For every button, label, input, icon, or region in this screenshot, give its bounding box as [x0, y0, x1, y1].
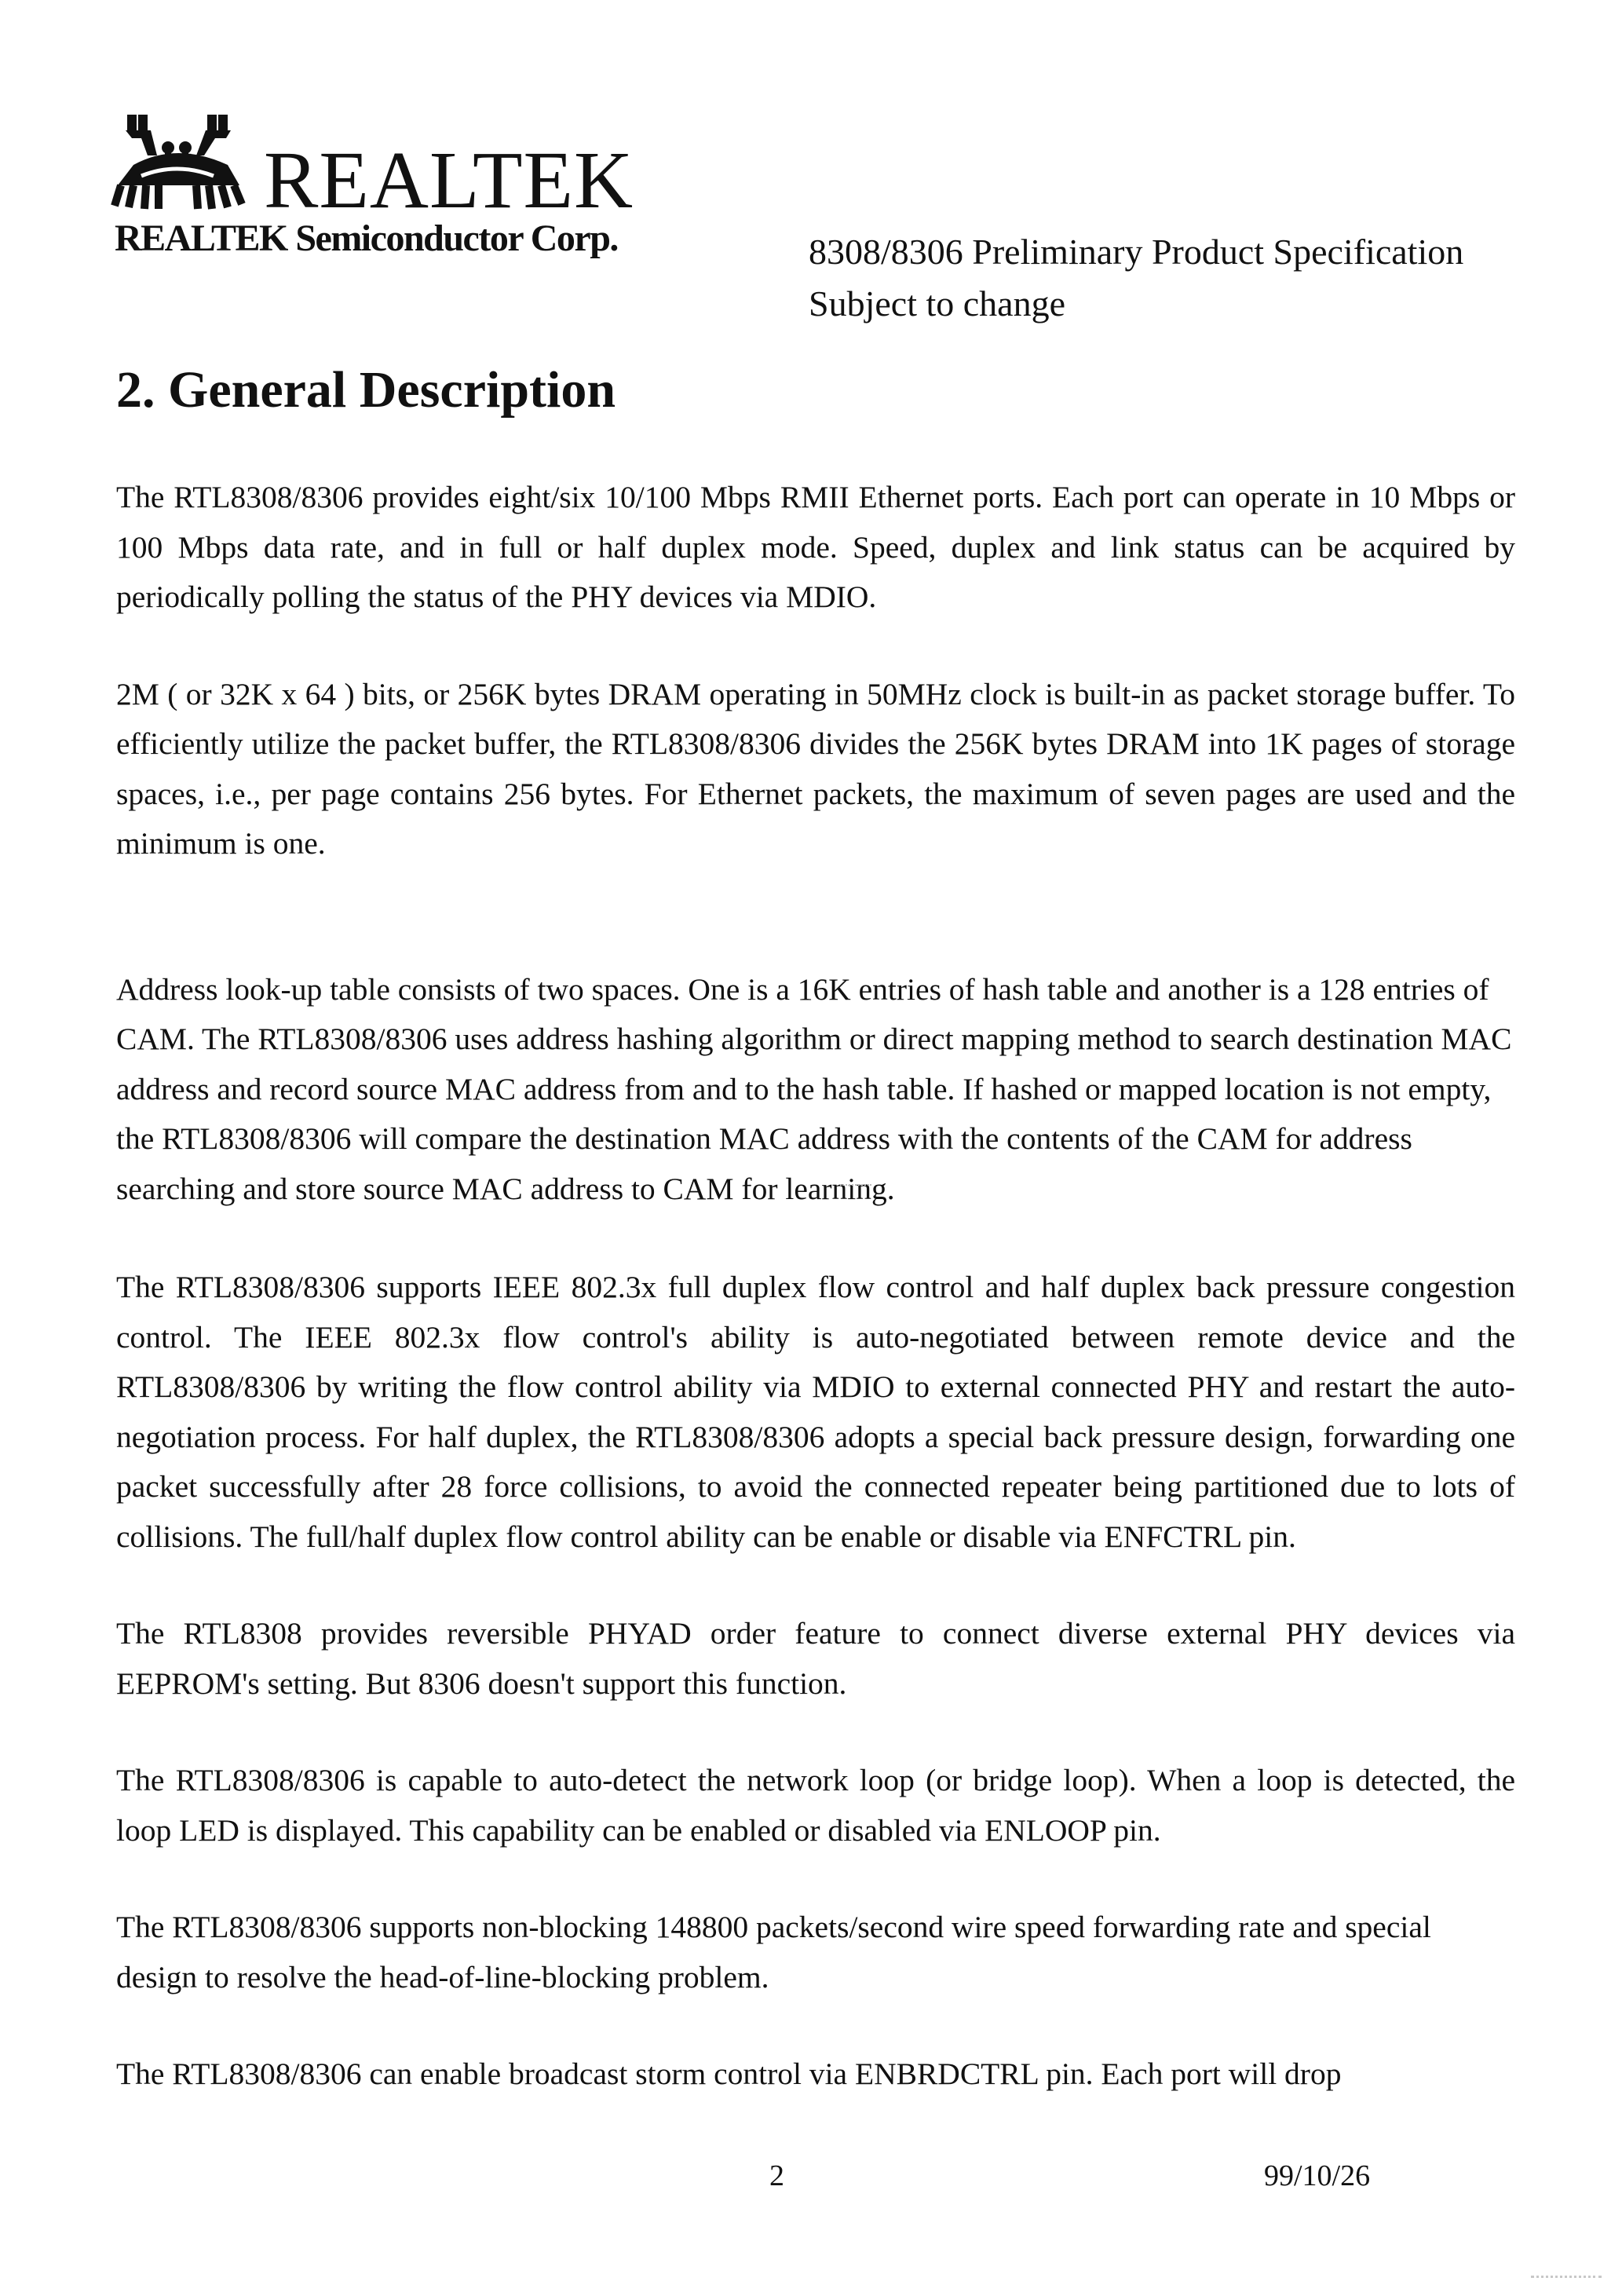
paragraph: Address look-up table consists of two spaces. One is a 16K entries of hash table and another is a 128 entries of CAM. The RTL8308/8306 uses address hashing algorithm or direct mapping method to search destination MAC address and record source MAC address from and to the hash table. If hashed or mapped location is not empty, the RTL8308/8306 will compare the destination MAC address with the contents of the CAM for address searching and store source MAC address to CAM for learning.	[116, 971, 1512, 1206]
section-body	[116, 473, 1515, 2100]
section-title: 2. General Description	[116, 361, 616, 419]
paragraph: The RTL8308 provides reversible PHYAD order feature to connect diverse external PHY devices via EEPROM's setting. But 8306 doesn't support this function.	[116, 1616, 1515, 1701]
document-title: 8308/8306 Preliminary Product Specification	[809, 232, 1464, 272]
paragraph: The RTL8308/8306 supports IEEE 802.3x full duplex flow control and half duplex back pressure congestion control. The IEEE 802.3x flow control's ability is auto-negotiated between remote device and the RTL8308/8306 by writing the flow control ability via MDIO to external connected PHY and restart the auto-negotiation process. For half duplex, the RTL8308/8306 adopts a special back pressure design, forwarding one packet successfully after 28 force collisions, to avoid the connected repeater being partitioned due to lots of collisions. The full/half duplex flow control ability can be enable or disable via ENFCTRL pin.	[116, 1270, 1515, 1554]
logo-brand-text: REALTEK	[264, 135, 634, 225]
paragraph: The RTL8308/8306 can enable broadcast storm control via ENBRDCTRL pin. Each port will drop	[116, 2057, 1342, 2091]
scan-artifact-mark	[1531, 2276, 1602, 2278]
page-divider-mark	[840, 1184, 871, 1186]
paragraph: The RTL8308/8306 supports non-blocking 148800 packets/second wire speed forwarding rate and special design to resolve the head-of-line-blocking problem.	[116, 1910, 1431, 1994]
document-subtitle: Subject to change	[809, 283, 1066, 324]
paragraph: 2M ( or 32K x 64 ) bits, or 256K bytes DRAM operating in 50MHz clock is built-in as packet storage buffer. To efficiently utilize the packet buffer, the RTL8308/8306 divides the 256K bytes DRAM into 1K pages of storage spaces, i.e., per page contains 256 bytes. For Ethernet packets, the maximum of seven pages are used and the minimum is one.	[116, 676, 1515, 861]
page-date: 99/10/26	[1264, 2159, 1371, 2192]
paragraph: The RTL8308/8306 is capable to auto-detect the network loop (or bridge loop). When a loop is detected, the loop LED is displayed. This capability can be enabled or disabled via ENLOOP pin.	[116, 1763, 1515, 1848]
logo-subtitle: REALTEK Semiconductor Corp.	[115, 218, 618, 259]
paragraph: The RTL8308/8306 provides eight/six 10/100 Mbps RMII Ethernet ports. Each port can operate in 10 Mbps or 100 Mbps data rate, and in full or half duplex mode. Speed, duplex and link status can be acquired by periodically polling the status of the PHY devices via MDIO.	[116, 480, 1515, 614]
realtek-logo	[110, 110, 644, 259]
realtek-crab-icon	[110, 110, 267, 220]
page-number: 2	[769, 2159, 784, 2192]
document-header	[809, 226, 1463, 330]
